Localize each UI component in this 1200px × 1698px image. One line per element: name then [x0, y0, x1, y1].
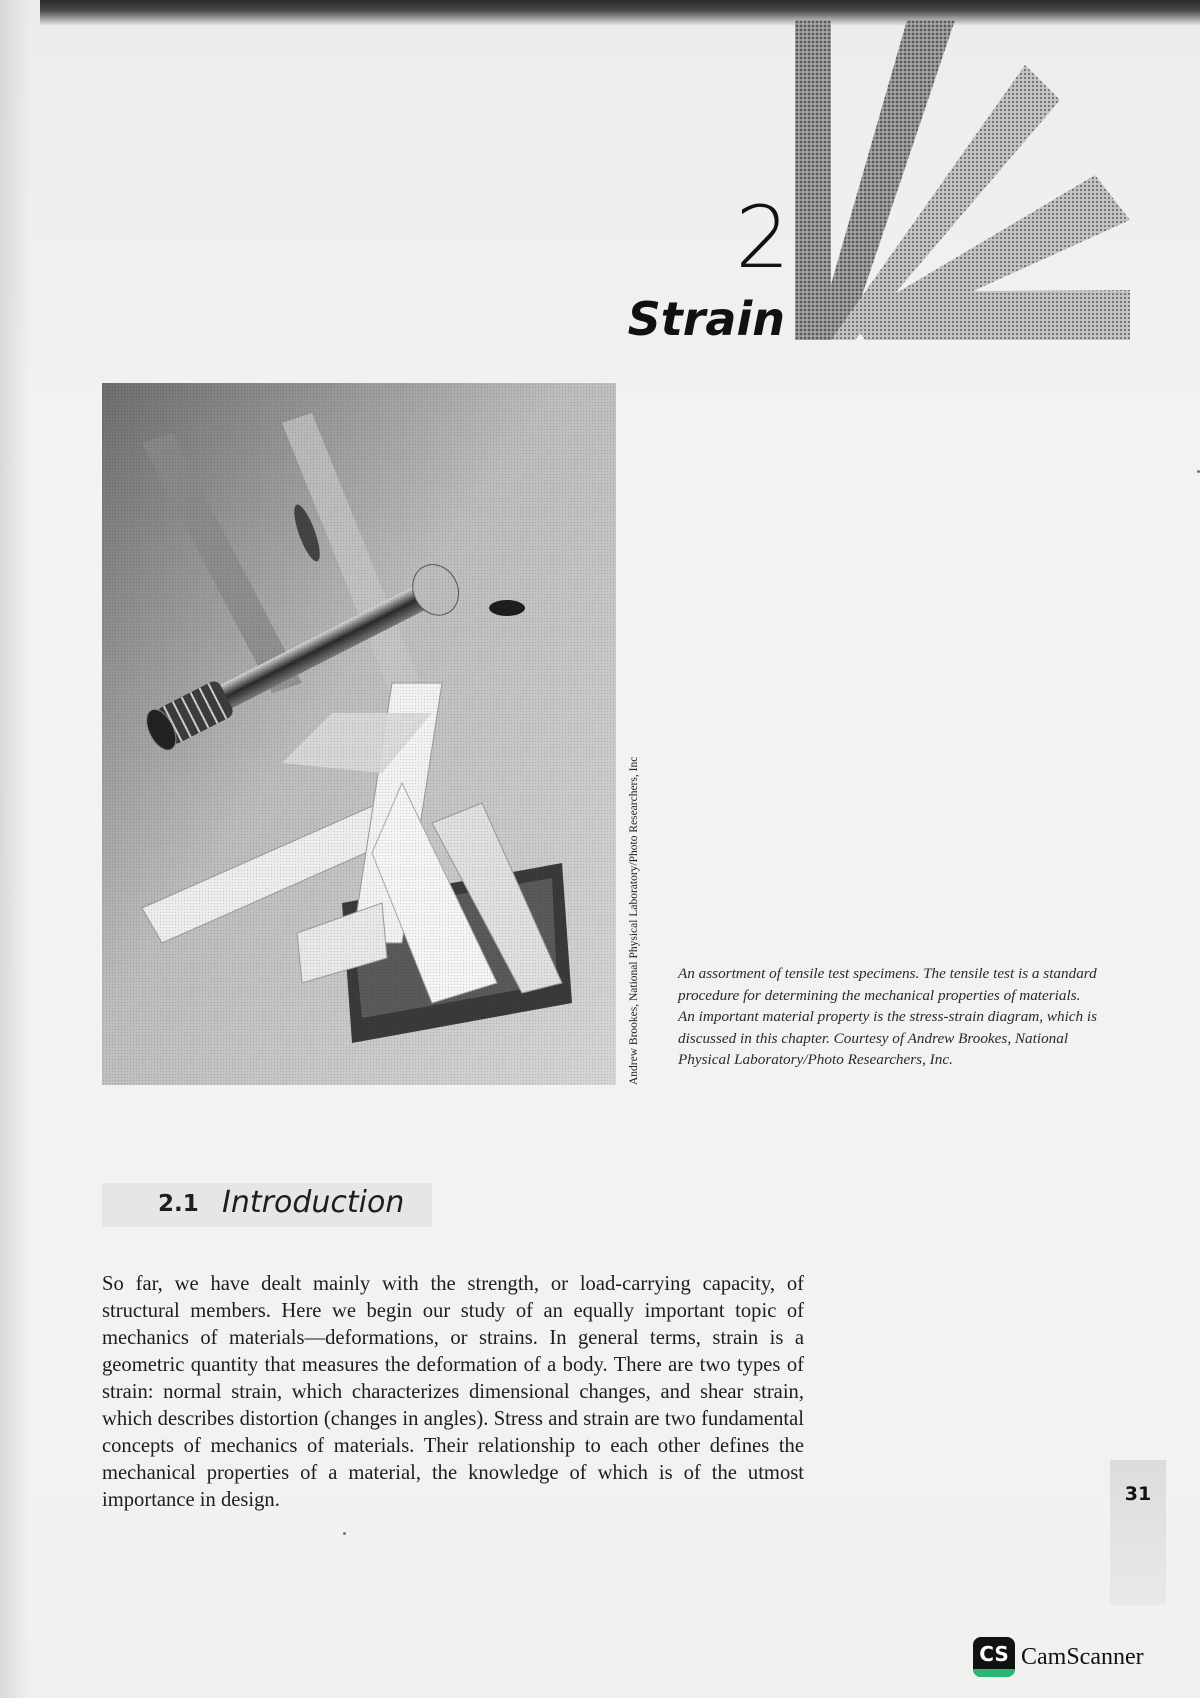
section-number: 2.1 — [158, 1191, 199, 1217]
body-paragraph: So far, we have dealt mainly with the strength, or load-carrying capacity, of structural members. Here we begin our study of an equally important topic of mechanics of materials—deformations, or strains. In general terms, strain is a geometric quantity that measures the deformation of a body. There are two types of strain: normal strain, which characterizes dimensional changes, and shear strain, which describes distortion (changes in angles). Stress and strain are two fundamental concepts of mechanics of materials. Their relationship to each other defines the mechanical properties of a material, the knowledge of which is of the utmost importance in design. — [102, 1272, 804, 1511]
camscanner-logo-text: CS — [979, 1642, 1009, 1666]
figure-caption: An assortment of tensile test specimens. The tensile test is a standard procedure for determining the mechanical properties of materials. An important material property is the stress-strain diagram, which is discussed in this chapter. Courtesy of Andrew Brookes, National Physical Laboratory/Photo Researchers, Inc. — [678, 965, 1098, 1068]
scan-left-edge — [0, 0, 30, 1698]
photo-credit: Andrew Brookes, National Physical Laboratory/Photo Researchers, Inc — [628, 756, 640, 1085]
section-title: Introduction — [222, 1185, 405, 1220]
camscanner-watermark — [973, 1637, 1144, 1677]
section-heading — [102, 1183, 432, 1227]
camscanner-text: CamScanner — [1021, 1643, 1144, 1670]
page-number-tab — [1110, 1460, 1166, 1605]
chapter-title: Strain — [627, 292, 785, 346]
chapter-number: 2 — [735, 188, 790, 288]
tensile-specimens-photo — [102, 383, 616, 1085]
page-number: 31 — [1124, 1483, 1152, 1505]
scan-speck — [343, 1532, 346, 1535]
camscanner-logo-icon — [973, 1637, 1015, 1677]
chapter-rays-graphic — [795, 20, 1135, 350]
